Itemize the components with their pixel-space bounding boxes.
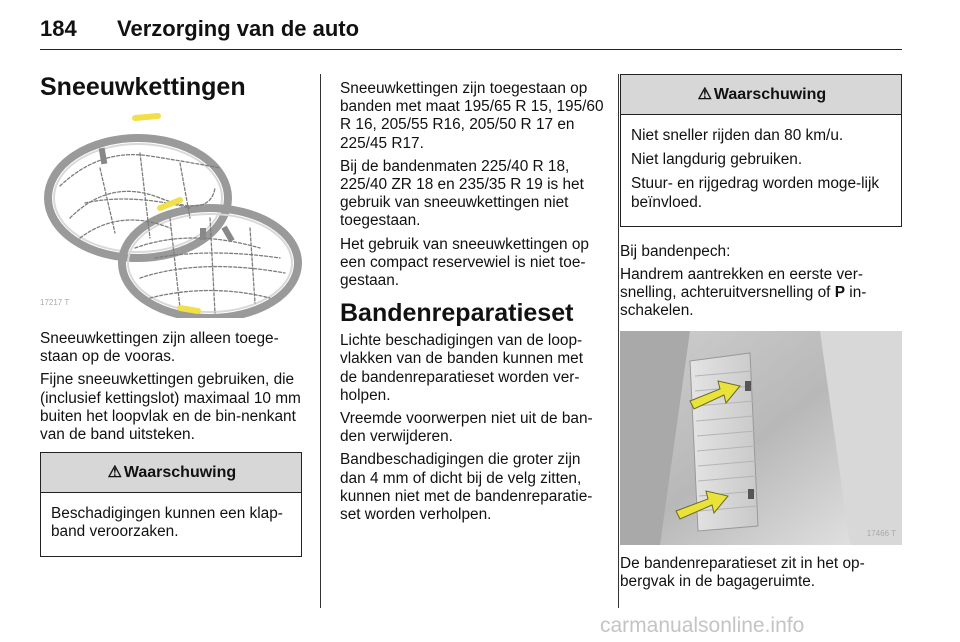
warning-body: [621, 115, 901, 226]
warning-header: [41, 453, 301, 493]
warning-box-1: [40, 452, 302, 556]
page-header: [40, 14, 902, 50]
paragraph-foreign-objects: Vreemde voorwerpen niet uit de ban-den verwijderen.: [340, 410, 593, 446]
column-3: [620, 74, 902, 596]
warning-line-handling: Stuur- en rijgedrag worden moge-lijk beïnvloed.: [631, 175, 880, 211]
warning-title: Waarschuwing: [123, 464, 237, 482]
paragraph-front-axle: Sneeuwkettingen zijn alleen toege-staan op de vooras.: [40, 330, 279, 366]
figure-code: 17217 T: [40, 298, 70, 307]
repair-kit-illustration: [620, 331, 902, 545]
column-divider-2: [618, 74, 619, 608]
column-divider-1: [320, 74, 321, 608]
paragraph-not-allowed-sizes: Bij de bandenmaten 225/40 R 18, 225/40 ZR 18 en 235/35 R 19 is het gebruik van sneeuwkettingen niet toegestaan.: [340, 157, 584, 230]
warning-box-2: [620, 74, 902, 227]
warning-header: [621, 75, 901, 115]
watermark: carmanualsonline.info: [600, 614, 805, 637]
warning-title: Waarschuwing: [713, 86, 827, 103]
warning-line: Beschadigingen kunnen een klap-band veroorzaken.: [51, 505, 283, 541]
gear-p-bold: P: [834, 284, 845, 302]
paragraph-handbrake: [620, 266, 902, 321]
column-1: [40, 72, 302, 557]
column-2: [340, 80, 604, 529]
warning-triangle-icon: ⚠: [697, 86, 713, 103]
warning-line-speed: Niet sneller rijden dan 80 km/u.: [631, 127, 844, 144]
repair-kit-drawing: [620, 331, 902, 545]
paragraph-kit-location: De bandenreparatieset zit in het op-bergvak in de bagageruimte.: [620, 554, 865, 590]
text-span: Handrem aantrekken en eerste ver-snelling, achteruitversnelling of: [620, 266, 863, 302]
paragraph-fine-chains: Fijne sneeuwkettingen gebruiken, die (inclusief kettingslot) maximaal 10 mm buiten het loopvlak en de bin-nenkant van de band uitsteken.: [40, 371, 301, 444]
heading-bandenreparatieset: Bandenreparatieset: [340, 299, 574, 328]
heading-sneeuwkettingen: Sneeuwkettingen: [40, 73, 246, 101]
snow-chains-illustration: [40, 108, 302, 318]
paragraph-light-damage: Lichte beschadigingen van de loop-vlakken van de banden kunnen met de bandenreparatieset worden ver-holpen.: [340, 332, 584, 404]
page-number: 184: [40, 16, 77, 41]
text-span: in-schakelen.: [620, 284, 867, 320]
warning-triangle-icon: ⚠: [107, 464, 123, 482]
warning-line-duration: Niet langdurig gebruiken.: [631, 151, 803, 169]
paragraph-allowed-sizes: Sneeuwkettingen zijn toegestaan op banden met maat 195/65 R 15, 195/60 R 16, 205/55 R16, 205/50 R 17 en 225/45 R17.: [340, 80, 604, 152]
paragraph-compact-spare: Het gebruik van sneeuwkettingen op een compact reservewiel is niet toe-gestaan.: [340, 235, 589, 290]
warning-body: [41, 493, 301, 555]
paragraph-flat-tyre: Bij bandenpech:: [620, 242, 731, 260]
paragraph-large-damage: Bandbeschadigingen die groter zijn dan 4 mm of dicht bij de velg zitten, kunnen niet met de bandenreparatie-set worden verholpen.: [340, 451, 593, 524]
figure-code: 17466 T: [866, 528, 896, 538]
snow-chains-drawing: [40, 108, 302, 318]
section-title: Verzorging van de auto: [117, 16, 360, 41]
